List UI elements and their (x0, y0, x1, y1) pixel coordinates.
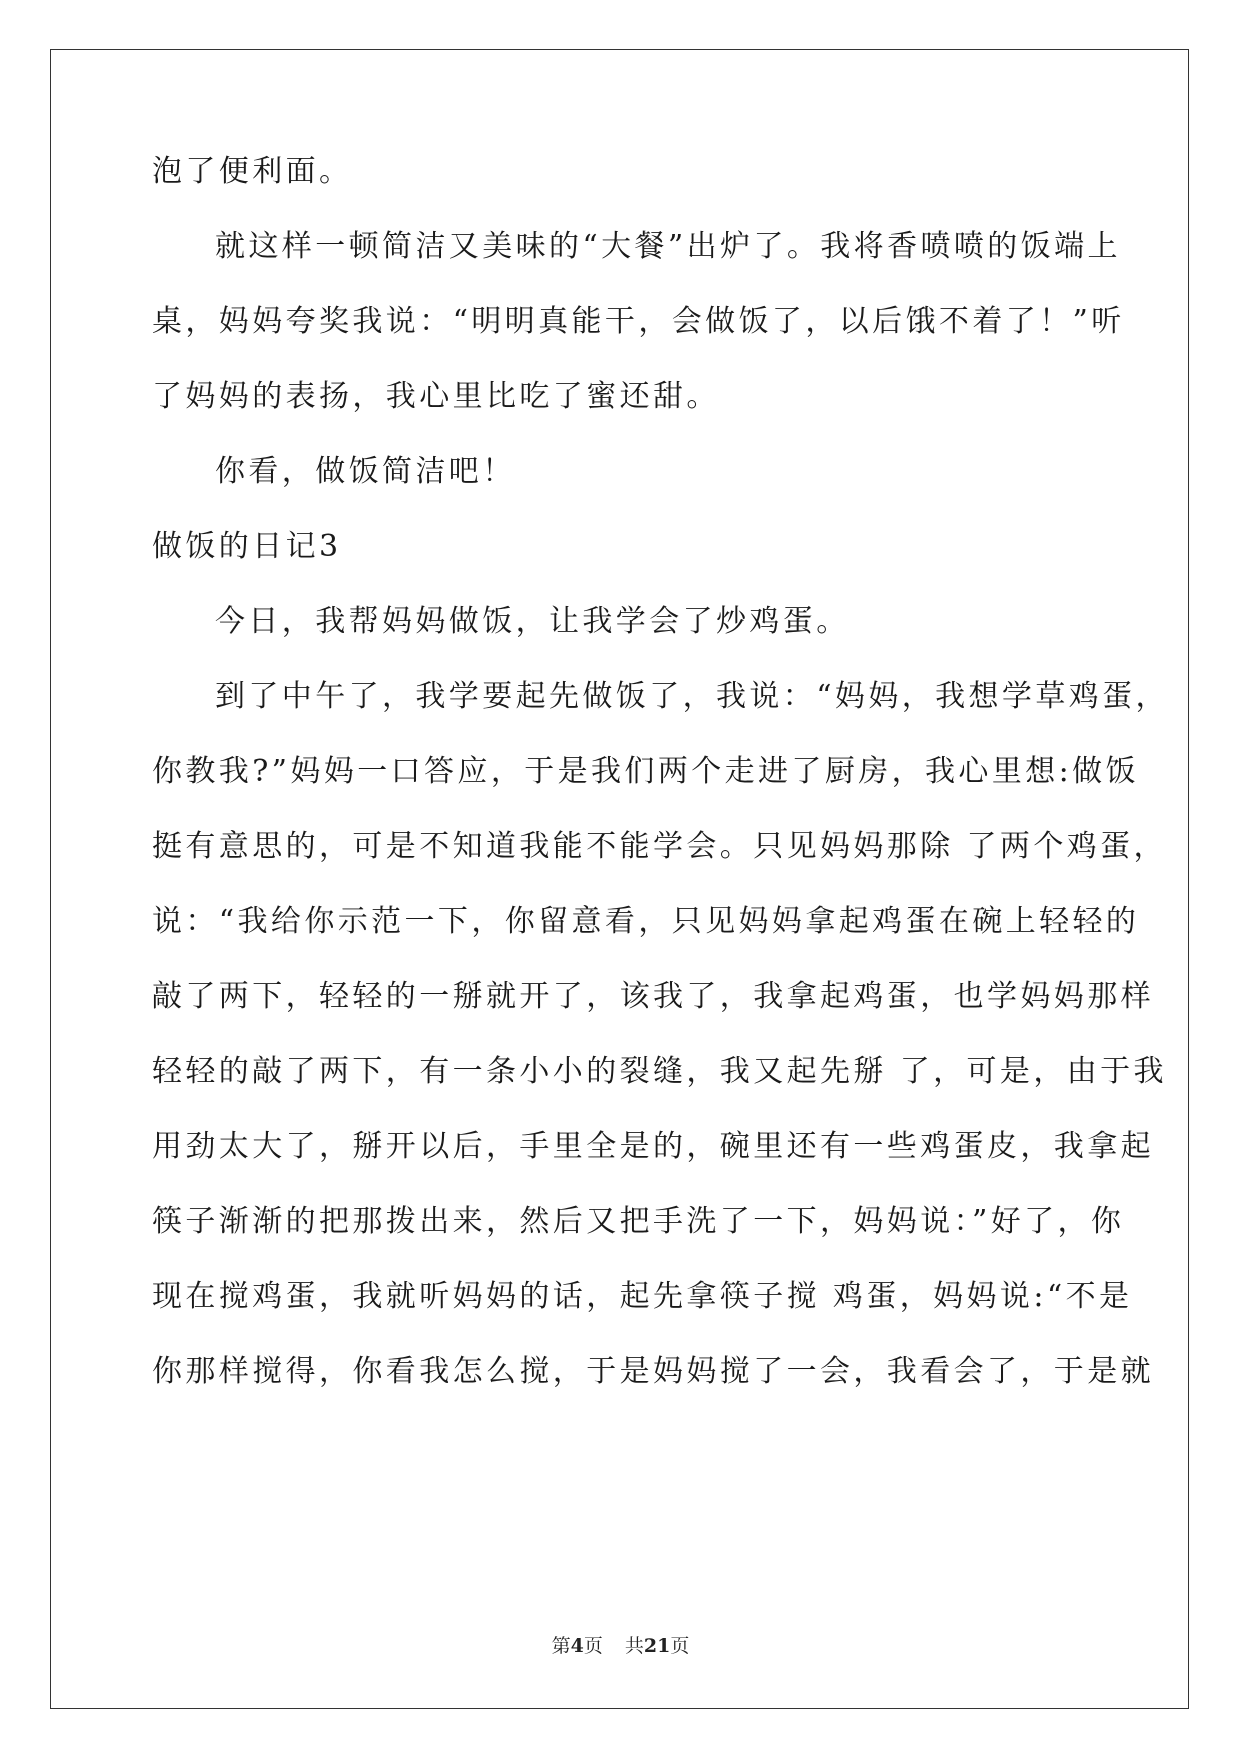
paragraph-line: 说：“我给你示范一下，你留意看，只见妈妈拿起鸡蛋在碗上轻轻的 (152, 904, 1140, 939)
paragraph-line: 到了中午了，我学要起先做饭了，我说：“妈妈，我想学草鸡蛋， (215, 679, 1169, 714)
footer-total-prefix: 共 (624, 1635, 644, 1657)
footer-total-suffix: 页 (670, 1635, 690, 1657)
paragraph-line: 桌，妈妈夸奖我说：“明明真能干，会做饭了，以后饿不着了！”听 (152, 304, 1125, 339)
paragraph-line: 你那样搅得，你看我怎么搅，于是妈妈搅了一会，我看会了，于是就 (152, 1354, 1154, 1389)
paragraph-line: 泡了便利面。 (152, 154, 353, 189)
paragraph-line: 今日，我帮妈妈做饭，让我学会了炒鸡蛋。 (215, 604, 850, 639)
paragraph-line: 现在搅鸡蛋，我就听妈妈的话，起先拿筷子搅 鸡蛋，妈妈说:“不是 (152, 1279, 1133, 1314)
paragraph-line: 你教我?”妈妈一口答应，于是我们两个走进了厨房，我心里想:做饭 (152, 754, 1139, 789)
paragraph-line: 敲了两下，轻轻的一掰就开了，该我了，我拿起鸡蛋，也学妈妈那样 (152, 979, 1154, 1014)
paragraph-line: 轻轻的敲了两下，有一条小小的裂缝，我又起先掰 了，可是，由于我 (152, 1054, 1167, 1089)
paragraph-line: 你看，做饭简洁吧！ (215, 454, 516, 489)
paragraph-line: 了妈妈的表扬，我心里比吃了蜜还甜。 (152, 379, 720, 414)
paragraph-line: 用劲太大了，掰开以后，手里全是的，碗里还有一些鸡蛋皮，我拿起 (152, 1129, 1154, 1164)
section-heading: 做饭的日记3 (152, 529, 342, 564)
page-number: 4 (570, 1635, 584, 1657)
footer-prefix: 第 (551, 1635, 571, 1657)
page-footer (0, 1634, 1241, 1658)
paragraph-line: 就这样一顿简洁又美味的“大餐”出炉了。我将香喷喷的饭端上 (215, 229, 1121, 264)
footer-page-suffix: 页 (583, 1635, 603, 1657)
page-border (50, 49, 1189, 1709)
paragraph-line: 筷子渐渐的把那拨出来，然后又把手洗了一下，妈妈说：”好了，你 (152, 1204, 1125, 1239)
paragraph-line: 挺有意思的，可是不知道我能不能学会。只见妈妈那除 了两个鸡蛋， (152, 829, 1167, 864)
total-pages: 21 (643, 1635, 671, 1657)
